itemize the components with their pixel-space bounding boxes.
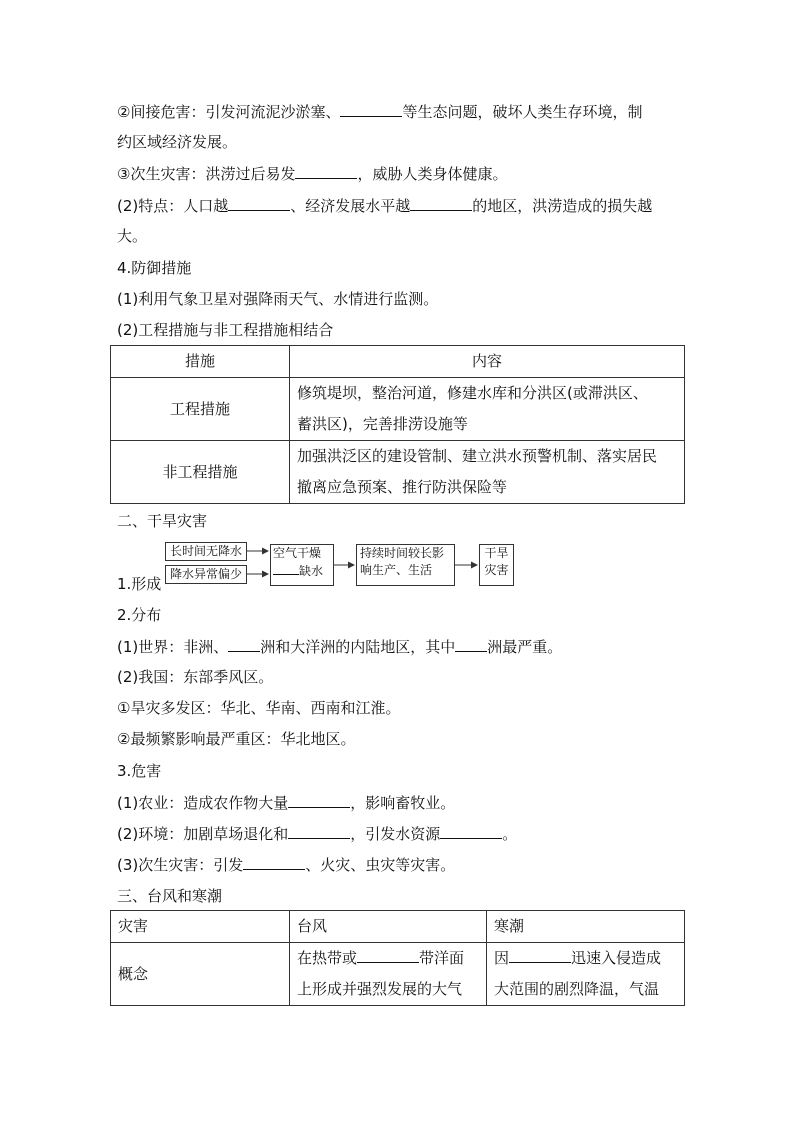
harm-heading: 3.危害 <box>117 762 162 780</box>
blank-field[interactable] <box>288 823 350 839</box>
features-line: (2)特点：人口越 、经济发展水平越 的地区，洪涝造成的损失越 <box>117 197 653 215</box>
defense-item-2: (2)工程措施与非工程措施相结合 <box>117 321 334 339</box>
cause-box-no-rain: 长时间无降水 <box>165 542 247 561</box>
section-heading-defense: 4.防御措施 <box>117 259 192 277</box>
header-cell: 寒潮 <box>487 911 685 943</box>
most-severe-line: ②最频繁影响最严重区：华北地区。 <box>117 730 356 748</box>
disaster-table <box>110 910 685 1006</box>
features-line-2: 大。 <box>117 227 148 245</box>
header-cell: 措施 <box>111 346 290 378</box>
blank-field[interactable] <box>440 823 502 839</box>
indirect-harm-line: ②间接危害：引发河流泥沙淤塞、 等生态问题，破坏人类生存环境，制 <box>117 103 643 121</box>
cold-wave-concept-cell: 因 迅速入侵造成 大范围的剧烈降温，气温 <box>487 943 685 1006</box>
mid-box-dry-air: 空气干燥 缺水 <box>270 544 334 586</box>
blank-field[interactable] <box>509 947 571 963</box>
world-distribution-line: (1)世界：非洲、 洲和大洋洲的内陆地区，其中 洲最严重。 <box>117 638 563 656</box>
header-cell: 台风 <box>290 911 487 943</box>
section-heading-drought: 二、干旱灾害 <box>117 512 208 530</box>
defense-item-1: (1)利用气象卫星对强降雨天气、水情进行监测。 <box>117 290 439 308</box>
cause-box-less-rain: 降水异常偏少 <box>165 565 247 584</box>
blank-field[interactable] <box>228 636 260 652</box>
secondary-disaster-line: ③次生灾害：洪涝过后易发 ，威胁人类身体健康。 <box>117 165 508 183</box>
measure-content-cell: 加强洪泛区的建设管制、建立洪水预警机制、落实居民 撤离应急预案、推行防洪保险等 <box>290 441 685 504</box>
table-row <box>111 943 685 1006</box>
distribution-heading: 2.分布 <box>117 606 162 624</box>
blank-field[interactable] <box>273 562 299 575</box>
agriculture-harm-line: (1)农业：造成农作物大量 ，影响畜牧业。 <box>117 794 456 812</box>
row-label-cell: 概念 <box>111 943 290 1006</box>
indirect-harm-line-2: 约区域经济发展。 <box>117 133 238 151</box>
section-heading-typhoon: 三、台风和寒潮 <box>117 887 223 905</box>
secondary-harm-line: (3)次生灾害：引发 、火灾、虫灾等灾害。 <box>117 856 456 874</box>
effect-box: 持续时间较长影 响生产、生活 <box>356 544 455 586</box>
formation-heading: 1.形成 <box>117 575 162 593</box>
drought-prone-line: ①旱灾多发区：华北、华南、西南和江淮。 <box>117 699 401 717</box>
measure-content-cell: 修筑堤坝，整治河道，修建水库和分洪区(或滞洪区、 蓄洪区)，完善排涝设施等 <box>290 378 685 441</box>
blank-field[interactable] <box>357 947 419 963</box>
table-header-row <box>111 911 685 943</box>
result-box-drought: 干旱 灾害 <box>479 544 514 586</box>
typhoon-concept-cell: 在热带或 带洋面 上形成并强烈发展的大气 <box>290 943 487 1006</box>
blank-field[interactable] <box>455 636 487 652</box>
measure-name-cell: 工程措施 <box>111 378 290 441</box>
measure-name-cell: 非工程措施 <box>111 441 290 504</box>
environment-harm-line: (2)环境：加剧草场退化和 ，引发水资源 。 <box>117 825 518 843</box>
china-distribution-line: (2)我国：东部季风区。 <box>117 668 274 686</box>
blank-field[interactable] <box>243 854 305 870</box>
header-cell: 灾害 <box>111 911 290 943</box>
header-cell: 内容 <box>290 346 685 378</box>
blank-field[interactable] <box>288 792 350 808</box>
